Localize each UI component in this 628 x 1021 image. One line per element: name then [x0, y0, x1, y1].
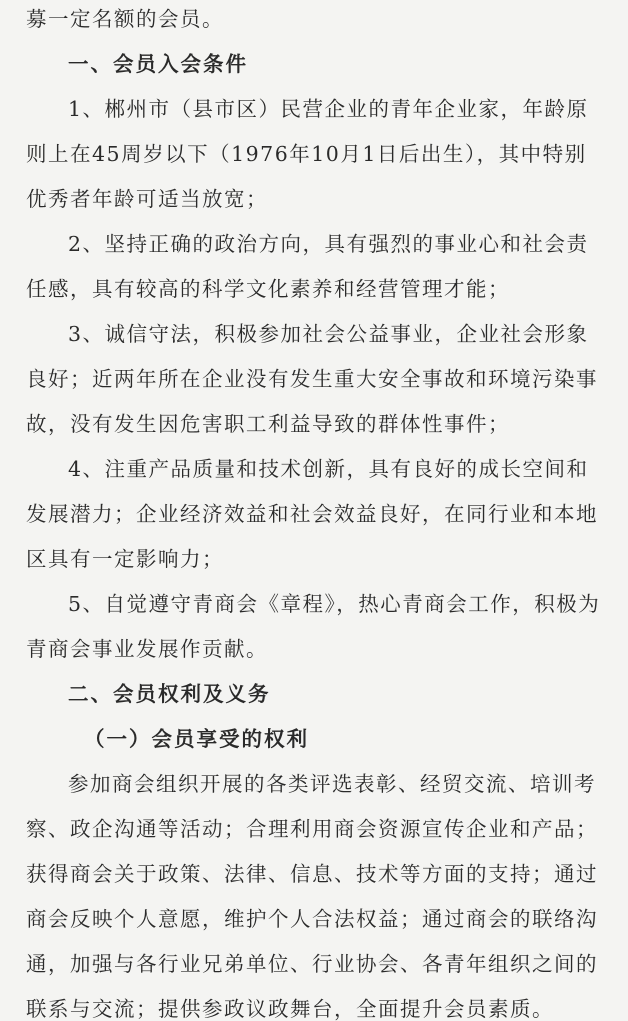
text-line: 参加商会组织开展的各类评选表彰、经贸交流、培训考	[68, 772, 596, 796]
text-line: 通，加强与各行业兄弟单位、行业协会、各青年组织之间的	[26, 952, 598, 976]
text-line: 募一定名额的会员。	[26, 7, 224, 31]
section-heading: 一、会员入会条件	[68, 52, 248, 76]
text-line: 商会反映个人意愿，维护个人合法权益；通过商会的联络沟	[26, 907, 598, 931]
text-line: 青商会事业发展作贡献。	[26, 637, 268, 661]
section-heading: 二、会员权利及义务	[68, 682, 271, 706]
text-line: 3、诚信守法，积极参加社会公益事业，企业社会形象	[68, 322, 589, 346]
subsection-heading: （一）会员享受的权利	[84, 727, 309, 751]
text-line: 联系与交流；提供参政议政舞台，全面提升会员素质。	[26, 997, 554, 1021]
text-line: 5、自觉遵守青商会《章程》，热心青商会工作，积极为	[68, 592, 601, 616]
text-line: 4、注重产品质量和技术创新，具有良好的成长空间和	[68, 457, 589, 481]
text-line: 1、郴州市（县市区）民营企业的青年企业家，年龄原	[68, 97, 589, 121]
text-line: 任感，具有较高的科学文化素养和经营管理才能；	[26, 277, 510, 301]
text-line: 察、政企沟通等活动；合理利用商会资源宣传企业和产品；	[26, 817, 598, 841]
text-line: 故，没有发生因危害职工利益导致的群体性事件；	[26, 412, 510, 436]
text-line: 2、坚持正确的政治方向，具有强烈的事业心和社会责	[68, 232, 589, 256]
text-line: 优秀者年龄可适当放宽；	[26, 187, 268, 211]
text-line: 则上在45周岁以下（1976年10月1日后出生），其中特别	[26, 142, 587, 166]
text-line: 发展潜力；企业经济效益和社会效益良好，在同行业和本地	[26, 502, 598, 526]
text-line: 良好；近两年所在企业没有发生重大安全事故和环境污染事	[26, 367, 598, 391]
text-line: 区具有一定影响力；	[26, 547, 224, 571]
text-line: 获得商会关于政策、法律、信息、技术等方面的支持；通过	[26, 862, 598, 886]
